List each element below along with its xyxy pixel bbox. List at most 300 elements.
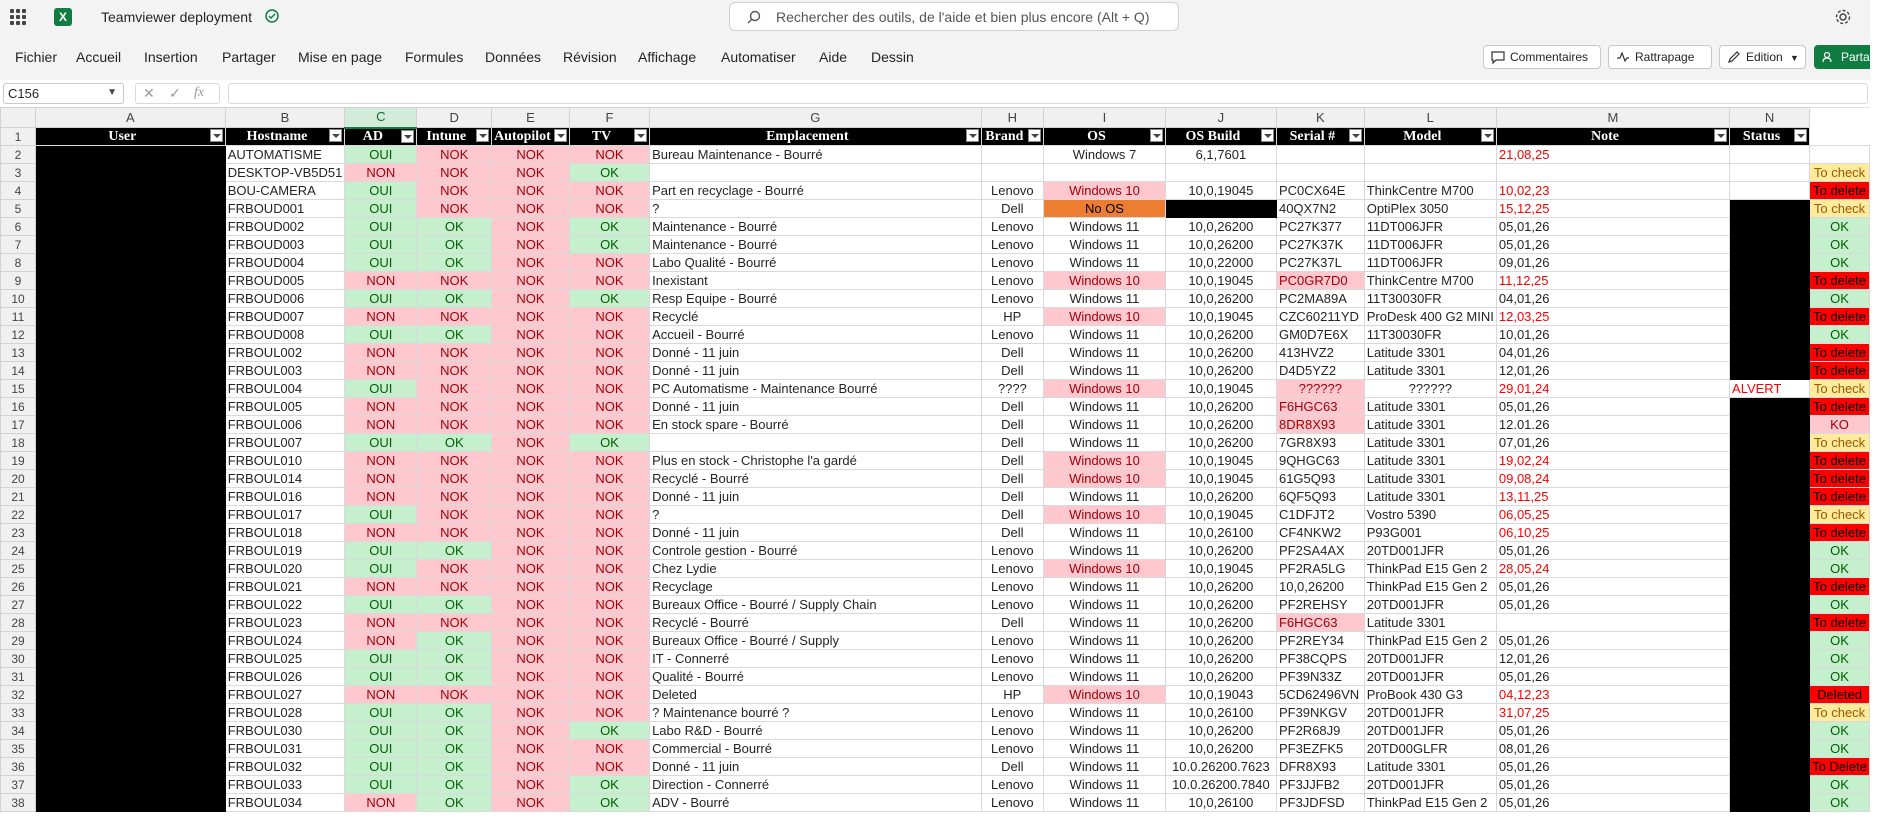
model-cell[interactable]: 20TD001JFR <box>1364 776 1496 794</box>
date-cell[interactable]: 05,01,26 <box>1496 578 1729 596</box>
column-header[interactable]: J <box>1165 108 1276 128</box>
row-number[interactable]: 1 <box>1 128 36 146</box>
brand-cell[interactable]: Dell <box>981 758 1044 776</box>
row-number[interactable]: 11 <box>1 308 36 326</box>
intune-cell[interactable]: OK <box>417 776 492 794</box>
model-cell[interactable]: 20TD001JFR <box>1364 650 1496 668</box>
ad-cell[interactable]: NON <box>345 488 417 506</box>
os-cell[interactable]: Windows 11 <box>1044 344 1166 362</box>
tv-cell[interactable]: OK <box>569 776 649 794</box>
ad-cell[interactable]: NON <box>345 578 417 596</box>
tv-cell[interactable]: NOK <box>569 650 649 668</box>
row-number[interactable]: 20 <box>1 470 36 488</box>
serial-cell[interactable]: 6QF5Q93 <box>1276 488 1364 506</box>
location-cell[interactable]: Recyclé <box>650 308 981 326</box>
comments-button[interactable]: Commentaires <box>1483 45 1601 69</box>
row-number[interactable]: 10 <box>1 290 36 308</box>
model-cell[interactable]: 20TD001JFR <box>1364 704 1496 722</box>
note-cell[interactable] <box>1730 542 1810 560</box>
model-cell[interactable]: 11T30030FR <box>1364 326 1496 344</box>
serial-cell[interactable] <box>1276 146 1364 164</box>
tv-cell[interactable]: NOK <box>569 506 649 524</box>
autopilot-cell[interactable]: NOK <box>492 290 570 308</box>
ad-cell[interactable]: OUI <box>345 146 417 164</box>
serial-cell[interactable]: PF2R68J9 <box>1276 722 1364 740</box>
note-cell[interactable] <box>1730 164 1810 182</box>
row-number[interactable]: 38 <box>1 794 36 812</box>
ad-cell[interactable]: NON <box>345 452 417 470</box>
brand-cell[interactable]: Dell <box>981 416 1044 434</box>
brand-cell[interactable]: Lenovo <box>981 560 1044 578</box>
header-cell[interactable]: Model <box>1364 128 1496 146</box>
tv-cell[interactable]: NOK <box>569 542 649 560</box>
serial-cell[interactable]: 5CD62496VN <box>1276 686 1364 704</box>
hostname-cell[interactable]: FRBOUL031 <box>225 740 345 758</box>
tv-cell[interactable]: NOK <box>569 146 649 164</box>
ad-cell[interactable]: OUI <box>345 218 417 236</box>
tv-cell[interactable]: NOK <box>569 380 649 398</box>
document-title[interactable]: Teamviewer deployment <box>101 9 252 25</box>
tv-cell[interactable]: OK <box>569 290 649 308</box>
menu-mise-en-page[interactable]: Mise en page <box>298 49 383 65</box>
status-cell[interactable]: To delete <box>1810 182 1870 200</box>
note-cell[interactable] <box>1730 614 1810 632</box>
os-cell[interactable]: Windows 10 <box>1044 560 1166 578</box>
os-build-cell[interactable]: 10,0,19045 <box>1165 380 1276 398</box>
filter-dropdown-icon[interactable] <box>210 129 223 142</box>
date-cell[interactable]: 31,07,25 <box>1496 704 1729 722</box>
hostname-cell[interactable]: FRBOUL006 <box>225 416 345 434</box>
intune-cell[interactable]: OK <box>417 218 492 236</box>
location-cell[interactable]: Controle gestion - Bourré <box>650 542 981 560</box>
header-cell[interactable]: Autopilot <box>492 128 570 146</box>
tv-cell[interactable]: NOK <box>569 254 649 272</box>
hostname-cell[interactable]: FRBOUL003 <box>225 362 345 380</box>
hostname-cell[interactable]: FRBOUL032 <box>225 758 345 776</box>
os-cell[interactable]: Windows 11 <box>1044 596 1166 614</box>
autopilot-cell[interactable]: NOK <box>492 146 570 164</box>
row-number[interactable]: 3 <box>1 164 36 182</box>
user-cell-redacted[interactable] <box>36 668 226 686</box>
tv-cell[interactable]: NOK <box>569 668 649 686</box>
tv-cell[interactable]: NOK <box>569 200 649 218</box>
date-cell[interactable]: 04,01,26 <box>1496 344 1729 362</box>
note-cell[interactable] <box>1730 452 1810 470</box>
header-cell[interactable]: Hostname <box>225 128 345 146</box>
note-cell[interactable] <box>1730 272 1810 290</box>
autopilot-cell[interactable]: NOK <box>492 794 570 812</box>
settings-gear-icon[interactable] <box>1834 8 1852 26</box>
note-cell[interactable] <box>1730 200 1810 218</box>
os-build-cell[interactable]: 10,0,26200 <box>1165 344 1276 362</box>
intune-cell[interactable]: NOK <box>417 488 492 506</box>
user-cell-redacted[interactable] <box>36 326 226 344</box>
serial-cell[interactable] <box>1276 164 1364 182</box>
intune-cell[interactable]: OK <box>417 542 492 560</box>
user-cell-redacted[interactable] <box>36 254 226 272</box>
tv-cell[interactable]: NOK <box>569 416 649 434</box>
model-cell[interactable]: ThinkPad E15 Gen 2 <box>1364 578 1496 596</box>
row-number[interactable]: 27 <box>1 596 36 614</box>
tv-cell[interactable]: NOK <box>569 740 649 758</box>
filter-dropdown-icon[interactable] <box>1028 129 1041 142</box>
filter-dropdown-icon[interactable] <box>554 129 567 142</box>
model-cell[interactable]: ThinkPad E15 Gen 2 <box>1364 560 1496 578</box>
column-header[interactable]: N <box>1730 108 1810 128</box>
os-cell[interactable]: Windows 11 <box>1044 632 1166 650</box>
location-cell[interactable]: Donné - 11 juin <box>650 344 981 362</box>
location-cell[interactable]: Bureau Maintenance - Bourré <box>650 146 981 164</box>
os-cell[interactable]: Windows 10 <box>1044 308 1166 326</box>
serial-cell[interactable]: PF2REY34 <box>1276 632 1364 650</box>
model-cell[interactable] <box>1364 146 1496 164</box>
hostname-cell[interactable]: FRBOUL014 <box>225 470 345 488</box>
row-number[interactable]: 23 <box>1 524 36 542</box>
intune-cell[interactable]: NOK <box>417 380 492 398</box>
intune-cell[interactable]: NOK <box>417 614 492 632</box>
status-cell[interactable]: To Delete <box>1810 758 1870 776</box>
location-cell[interactable]: ADV - Bourré <box>650 794 981 812</box>
autopilot-cell[interactable]: NOK <box>492 434 570 452</box>
ad-cell[interactable]: OUI <box>345 722 417 740</box>
intune-cell[interactable]: OK <box>417 632 492 650</box>
hostname-cell[interactable]: FRBOUL025 <box>225 650 345 668</box>
os-cell[interactable]: Windows 11 <box>1044 704 1166 722</box>
hostname-cell[interactable]: FRBOUL026 <box>225 668 345 686</box>
os-build-cell[interactable]: 10,0,26200 <box>1165 740 1276 758</box>
date-cell[interactable]: 13,11,25 <box>1496 488 1729 506</box>
os-cell[interactable]: Windows 11 <box>1044 254 1166 272</box>
user-cell-redacted[interactable] <box>36 578 226 596</box>
column-header[interactable]: H <box>981 108 1044 128</box>
autopilot-cell[interactable]: NOK <box>492 164 570 182</box>
confirm-icon[interactable]: ✓ <box>169 85 181 101</box>
brand-cell[interactable]: Dell <box>981 524 1044 542</box>
autopilot-cell[interactable]: NOK <box>492 452 570 470</box>
autopilot-cell[interactable]: NOK <box>492 236 570 254</box>
menu-donnees[interactable]: Données <box>485 49 542 65</box>
ad-cell[interactable]: NON <box>345 308 417 326</box>
user-cell-redacted[interactable] <box>36 542 226 560</box>
note-cell[interactable] <box>1730 326 1810 344</box>
serial-cell[interactable]: 10,0,26200 <box>1276 578 1364 596</box>
column-header[interactable]: L <box>1364 108 1496 128</box>
user-cell-redacted[interactable] <box>36 650 226 668</box>
intune-cell[interactable]: OK <box>417 722 492 740</box>
status-cell[interactable]: OK <box>1810 776 1870 794</box>
user-cell-redacted[interactable] <box>36 758 226 776</box>
os-cell[interactable]: Windows 10 <box>1044 470 1166 488</box>
row-number[interactable]: 9 <box>1 272 36 290</box>
select-all-corner[interactable] <box>1 108 36 128</box>
status-cell[interactable]: To delete <box>1810 578 1870 596</box>
row-number[interactable]: 30 <box>1 650 36 668</box>
menu-revision[interactable]: Révision <box>563 49 617 65</box>
note-cell[interactable] <box>1730 650 1810 668</box>
tv-cell[interactable]: NOK <box>569 398 649 416</box>
hostname-cell[interactable]: FRBOUL034 <box>225 794 345 812</box>
model-cell[interactable]: ThinkPad E15 Gen 2 <box>1364 632 1496 650</box>
ad-cell[interactable]: OUI <box>345 740 417 758</box>
tv-cell[interactable]: NOK <box>569 686 649 704</box>
os-build-cell[interactable]: 10,0,26100 <box>1165 704 1276 722</box>
autopilot-cell[interactable]: NOK <box>492 776 570 794</box>
ad-cell[interactable]: OUI <box>345 650 417 668</box>
tv-cell[interactable]: NOK <box>569 488 649 506</box>
note-cell[interactable] <box>1730 218 1810 236</box>
date-cell[interactable]: 05,01,26 <box>1496 218 1729 236</box>
location-cell[interactable]: Accueil - Bourré <box>650 326 981 344</box>
serial-cell[interactable]: PF2SA4AX <box>1276 542 1364 560</box>
row-number[interactable]: 34 <box>1 722 36 740</box>
model-cell[interactable]: 11DT006JFR <box>1364 236 1496 254</box>
row-number[interactable]: 14 <box>1 362 36 380</box>
ad-cell[interactable]: NON <box>345 470 417 488</box>
user-cell-redacted[interactable] <box>36 416 226 434</box>
row-number[interactable]: 29 <box>1 632 36 650</box>
tv-cell[interactable]: NOK <box>569 524 649 542</box>
menu-dessin[interactable]: Dessin <box>871 49 914 65</box>
row-number[interactable]: 26 <box>1 578 36 596</box>
date-cell[interactable]: 09,08,24 <box>1496 470 1729 488</box>
user-cell-redacted[interactable] <box>36 632 226 650</box>
date-cell[interactable]: 10,02,23 <box>1496 182 1729 200</box>
row-number[interactable]: 21 <box>1 488 36 506</box>
user-cell-redacted[interactable] <box>36 596 226 614</box>
brand-cell[interactable]: Lenovo <box>981 650 1044 668</box>
serial-cell[interactable]: GM0D7E6X <box>1276 326 1364 344</box>
row-number[interactable]: 15 <box>1 380 36 398</box>
user-cell-redacted[interactable] <box>36 398 226 416</box>
status-cell[interactable]: OK <box>1810 542 1870 560</box>
date-cell[interactable]: 06,10,25 <box>1496 524 1729 542</box>
intune-cell[interactable]: NOK <box>417 560 492 578</box>
intune-cell[interactable]: NOK <box>417 578 492 596</box>
intune-cell[interactable]: OK <box>417 236 492 254</box>
intune-cell[interactable]: OK <box>417 290 492 308</box>
model-cell[interactable]: 11DT006JFR <box>1364 254 1496 272</box>
location-cell[interactable]: Commercial - Bourré <box>650 740 981 758</box>
status-cell[interactable]: To delete <box>1810 524 1870 542</box>
autopilot-cell[interactable]: NOK <box>492 578 570 596</box>
os-cell[interactable]: Windows 10 <box>1044 272 1166 290</box>
brand-cell[interactable]: Lenovo <box>981 254 1044 272</box>
tv-cell[interactable]: NOK <box>569 704 649 722</box>
serial-cell[interactable]: PC27K37K <box>1276 236 1364 254</box>
status-cell[interactable]: OK <box>1810 596 1870 614</box>
autopilot-cell[interactable]: NOK <box>492 308 570 326</box>
intune-cell[interactable]: NOK <box>417 362 492 380</box>
brand-cell[interactable]: Lenovo <box>981 272 1044 290</box>
tv-cell[interactable]: NOK <box>569 614 649 632</box>
date-cell[interactable]: 10,01,26 <box>1496 326 1729 344</box>
model-cell[interactable]: ThinkPad E15 Gen 2 <box>1364 794 1496 812</box>
autopilot-cell[interactable]: NOK <box>492 596 570 614</box>
row-number[interactable]: 16 <box>1 398 36 416</box>
os-cell[interactable]: Windows 11 <box>1044 434 1166 452</box>
os-build-cell[interactable]: 10,0,26200 <box>1165 434 1276 452</box>
user-cell-redacted[interactable] <box>36 344 226 362</box>
formula-input[interactable] <box>228 83 1868 104</box>
user-cell-redacted[interactable] <box>36 434 226 452</box>
column-header[interactable]: F <box>569 108 649 128</box>
autopilot-cell[interactable]: NOK <box>492 524 570 542</box>
user-cell-redacted[interactable] <box>36 740 226 758</box>
note-cell[interactable]: ALVERT <box>1730 380 1810 398</box>
date-cell[interactable]: 05,01,26 <box>1496 398 1729 416</box>
date-cell[interactable]: 12.01.26 <box>1496 416 1729 434</box>
tv-cell[interactable]: NOK <box>569 758 649 776</box>
tv-cell[interactable]: NOK <box>569 326 649 344</box>
serial-cell[interactable]: PF38CQPS <box>1276 650 1364 668</box>
location-cell[interactable]: Chez Lydie <box>650 560 981 578</box>
brand-cell[interactable]: ???? <box>981 380 1044 398</box>
os-cell[interactable]: Windows 11 <box>1044 758 1166 776</box>
model-cell[interactable]: 20TD001JFR <box>1364 596 1496 614</box>
brand-cell[interactable]: Dell <box>981 506 1044 524</box>
row-number[interactable]: 19 <box>1 452 36 470</box>
location-cell[interactable]: Labo Qualité - Bourré <box>650 254 981 272</box>
intune-cell[interactable]: NOK <box>417 398 492 416</box>
os-build-cell[interactable]: 10,0,26200 <box>1165 488 1276 506</box>
status-cell[interactable]: OK <box>1810 290 1870 308</box>
date-cell[interactable]: 05,01,26 <box>1496 776 1729 794</box>
os-build-cell[interactable]: 10,0,19045 <box>1165 560 1276 578</box>
user-cell-redacted[interactable] <box>36 506 226 524</box>
autopilot-cell[interactable]: NOK <box>492 542 570 560</box>
user-cell-redacted[interactable] <box>36 164 226 182</box>
ad-cell[interactable]: NON <box>345 524 417 542</box>
date-cell[interactable]: 19,02,24 <box>1496 452 1729 470</box>
ad-cell[interactable]: OUI <box>345 560 417 578</box>
column-header[interactable]: I <box>1044 108 1166 128</box>
status-cell[interactable]: To delete <box>1810 398 1870 416</box>
os-cell[interactable]: Windows 11 <box>1044 524 1166 542</box>
brand-cell[interactable]: HP <box>981 686 1044 704</box>
note-cell[interactable] <box>1730 488 1810 506</box>
serial-cell[interactable]: PF2REHSY <box>1276 596 1364 614</box>
user-cell-redacted[interactable] <box>36 362 226 380</box>
ad-cell[interactable]: OUI <box>345 776 417 794</box>
date-cell[interactable]: 28,05,24 <box>1496 560 1729 578</box>
filter-dropdown-icon[interactable] <box>1150 129 1163 142</box>
menu-formules[interactable]: Formules <box>405 49 464 65</box>
model-cell[interactable]: Latitude 3301 <box>1364 344 1496 362</box>
cloud-saved-icon[interactable] <box>264 8 280 24</box>
status-cell[interactable]: KO <box>1810 416 1870 434</box>
row-number[interactable]: 37 <box>1 776 36 794</box>
date-cell[interactable]: 11,12,25 <box>1496 272 1729 290</box>
model-cell[interactable]: Latitude 3301 <box>1364 416 1496 434</box>
hostname-cell[interactable]: FRBOUL010 <box>225 452 345 470</box>
status-cell[interactable]: OK <box>1810 254 1870 272</box>
brand-cell[interactable]: Lenovo <box>981 596 1044 614</box>
serial-cell[interactable]: PC0CX64E <box>1276 182 1364 200</box>
autopilot-cell[interactable]: NOK <box>492 560 570 578</box>
model-cell[interactable]: Latitude 3301 <box>1364 434 1496 452</box>
os-build-cell[interactable]: 10,0,26100 <box>1165 794 1276 812</box>
os-build-cell[interactable]: 10,0,19045 <box>1165 470 1276 488</box>
hostname-cell[interactable]: FRBOUL005 <box>225 398 345 416</box>
tv-cell[interactable]: OK <box>569 722 649 740</box>
hostname-cell[interactable]: FRBOUL016 <box>225 488 345 506</box>
hostname-cell[interactable]: FRBOUL007 <box>225 434 345 452</box>
note-cell[interactable] <box>1730 578 1810 596</box>
intune-cell[interactable]: OK <box>417 758 492 776</box>
date-cell[interactable]: 05,01,26 <box>1496 794 1729 812</box>
os-cell[interactable]: Windows 11 <box>1044 614 1166 632</box>
os-build-cell[interactable]: 10,0,26200 <box>1165 578 1276 596</box>
note-cell[interactable] <box>1730 182 1810 200</box>
status-cell[interactable]: OK <box>1810 794 1870 812</box>
os-build-cell[interactable]: 10,0,26200 <box>1165 236 1276 254</box>
location-cell[interactable]: Bureaux Office - Bourré / Supply Chain <box>650 596 981 614</box>
header-cell[interactable]: Status <box>1730 128 1810 146</box>
serial-cell[interactable]: F6HGC63 <box>1276 398 1364 416</box>
brand-cell[interactable]: Dell <box>981 452 1044 470</box>
os-build-cell[interactable]: 10,0,22000 <box>1165 254 1276 272</box>
ad-cell[interactable]: OUI <box>345 434 417 452</box>
autopilot-cell[interactable]: NOK <box>492 272 570 290</box>
date-cell[interactable]: 15,12,25 <box>1496 200 1729 218</box>
serial-cell[interactable]: ?????? <box>1276 380 1364 398</box>
intune-cell[interactable]: NOK <box>417 344 492 362</box>
tv-cell[interactable]: NOK <box>569 578 649 596</box>
brand-cell[interactable]: Lenovo <box>981 794 1044 812</box>
location-cell[interactable]: Donné - 11 juin <box>650 524 981 542</box>
filter-dropdown-icon[interactable] <box>1794 129 1807 142</box>
cancel-icon[interactable]: ✕ <box>143 85 155 101</box>
status-cell[interactable]: OK <box>1810 560 1870 578</box>
header-cell[interactable]: OS Build <box>1165 128 1276 146</box>
os-cell[interactable]: Windows 11 <box>1044 362 1166 380</box>
serial-cell[interactable]: 9QHGC63 <box>1276 452 1364 470</box>
serial-cell[interactable]: PF3JDFSD <box>1276 794 1364 812</box>
intune-cell[interactable]: NOK <box>417 272 492 290</box>
autopilot-cell[interactable]: NOK <box>492 200 570 218</box>
ad-cell[interactable]: NON <box>345 416 417 434</box>
hostname-cell[interactable]: FRBOUD006 <box>225 290 345 308</box>
brand-cell[interactable]: Lenovo <box>981 722 1044 740</box>
location-cell[interactable]: Inexistant <box>650 272 981 290</box>
os-build-cell[interactable] <box>1165 200 1276 218</box>
tv-cell[interactable]: OK <box>569 164 649 182</box>
note-cell[interactable] <box>1730 416 1810 434</box>
serial-cell[interactable]: 40QX7N2 <box>1276 200 1364 218</box>
brand-cell[interactable]: Lenovo <box>981 776 1044 794</box>
os-cell[interactable]: Windows 11 <box>1044 722 1166 740</box>
os-build-cell[interactable]: 10,0,26200 <box>1165 668 1276 686</box>
intune-cell[interactable]: NOK <box>417 308 492 326</box>
location-cell[interactable]: Maintenance - Bourré <box>650 236 981 254</box>
user-cell-redacted[interactable] <box>36 236 226 254</box>
column-header-selected[interactable]: C <box>345 108 417 128</box>
location-cell[interactable]: Donné - 11 juin <box>650 362 981 380</box>
filter-dropdown-icon[interactable] <box>634 129 647 142</box>
ad-cell[interactable]: OUI <box>345 236 417 254</box>
date-cell[interactable]: 09,01,26 <box>1496 254 1729 272</box>
tv-cell[interactable]: NOK <box>569 452 649 470</box>
autopilot-cell[interactable]: NOK <box>492 668 570 686</box>
serial-cell[interactable]: PF3EZFK5 <box>1276 740 1364 758</box>
user-cell-redacted[interactable] <box>36 686 226 704</box>
row-number[interactable]: 4 <box>1 182 36 200</box>
model-cell[interactable]: ThinkCentre M700 <box>1364 272 1496 290</box>
hostname-cell[interactable]: FRBOUL033 <box>225 776 345 794</box>
model-cell[interactable]: P93G001 <box>1364 524 1496 542</box>
serial-cell[interactable]: PC0GR7D0 <box>1276 272 1364 290</box>
model-cell[interactable]: Latitude 3301 <box>1364 470 1496 488</box>
